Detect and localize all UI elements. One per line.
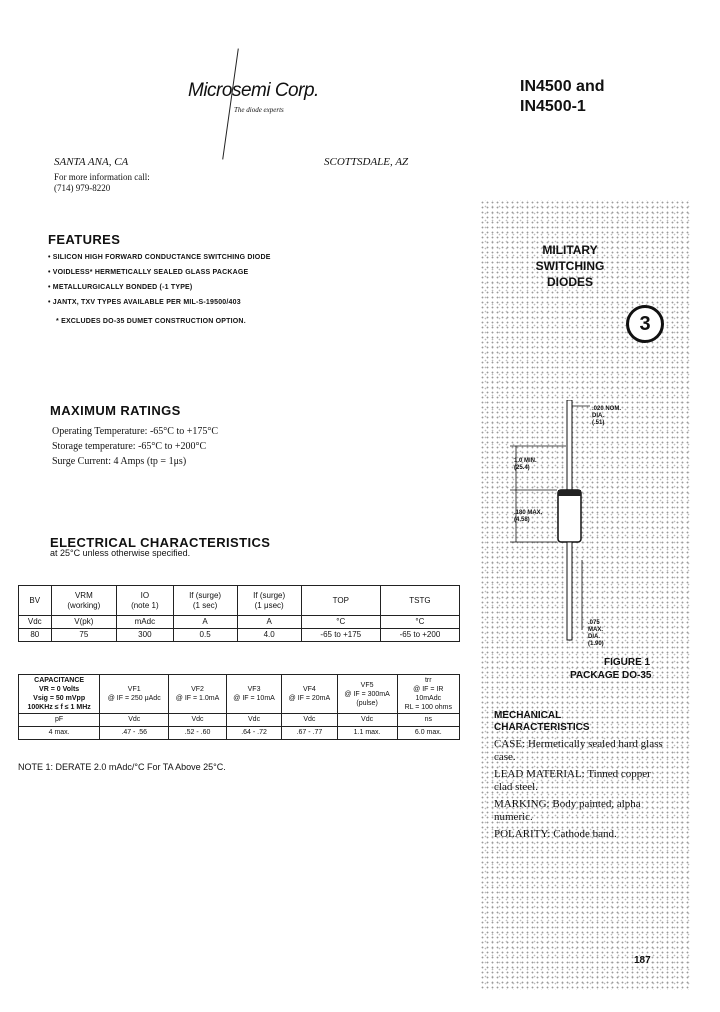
location-left: SANTA ANA, CA bbox=[54, 156, 129, 168]
feature-item: • VOIDLESS* HERMETICALLY SEALED GLASS PACKAGE bbox=[48, 269, 249, 276]
table-header-cell: If (surge) (1 μsec) bbox=[237, 586, 301, 616]
lead-top bbox=[567, 400, 572, 490]
table-header-row bbox=[19, 586, 460, 616]
mech-item-case: CASE: Hermetically sealed hard glass case. bbox=[494, 738, 663, 763]
dim-lead-length: 1.0 MIN. (25.4) bbox=[514, 458, 537, 471]
table-header-cell: TOP bbox=[301, 586, 380, 616]
part-number-line2: IN4500-1 bbox=[520, 98, 586, 115]
table-cell: .47 - .56 bbox=[100, 727, 169, 740]
rating-line: Storage temperature: -65°C to +200°C bbox=[52, 441, 207, 452]
sidebar-type-line1: MILITARY bbox=[542, 243, 598, 257]
table-header-cell: IO (note 1) bbox=[117, 586, 173, 616]
glass-body bbox=[558, 490, 581, 542]
table-cell: -65 to +175 bbox=[301, 629, 380, 642]
electrical-heading: ELECTRICAL CHARACTERISTICS bbox=[50, 535, 271, 550]
table-cell: 4 max. bbox=[19, 727, 100, 740]
dim-body-length: .180 MAX. (4.58) bbox=[514, 510, 543, 523]
table-cell: A bbox=[237, 616, 301, 629]
logo-slash bbox=[222, 48, 239, 159]
figure-title: FIGURE 1 bbox=[604, 657, 651, 668]
table-header-cell: VF4 @ IF = 20mA bbox=[282, 675, 337, 714]
table-header-cell: VF5 @ IF = 300mA (pulse) bbox=[337, 675, 397, 714]
table-cell: .52 - .60 bbox=[169, 727, 227, 740]
table-cell: .64 - .72 bbox=[226, 727, 281, 740]
table-cell: Vdc bbox=[100, 714, 169, 727]
table-header-cell: CAPACITANCE VR = 0 Volts Vsig = 50 mVpp 100KHz ≤ f ≤ 1 MHz bbox=[19, 675, 100, 714]
contact-info-label: For more information call: bbox=[54, 172, 150, 182]
cathode-band bbox=[558, 490, 581, 496]
table-cell: ns bbox=[397, 714, 459, 727]
table-cell: 300 bbox=[117, 629, 173, 642]
table-values-row bbox=[19, 727, 460, 740]
table-cell: Vdc bbox=[226, 714, 281, 727]
table-cell: mAdc bbox=[117, 616, 173, 629]
electrical-table-1 bbox=[18, 585, 460, 642]
table-cell: °C bbox=[301, 616, 380, 629]
table-units-row bbox=[19, 616, 460, 629]
max-ratings-heading: MAXIMUM RATINGS bbox=[50, 403, 181, 418]
electrical-subheading: at 25°C unless otherwise specified. bbox=[50, 548, 191, 558]
table-values-row bbox=[19, 629, 460, 642]
table-header-cell: VF3 @ IF = 10mA bbox=[226, 675, 281, 714]
table-cell: Vdc bbox=[19, 616, 52, 629]
table-cell: 80 bbox=[19, 629, 52, 642]
page-number: 187 bbox=[634, 955, 651, 966]
table-cell: .67 - .77 bbox=[282, 727, 337, 740]
sidebar-type-line3: DIODES bbox=[546, 275, 593, 289]
mech-item-marking: MARKING: Body painted, alpha numeric. bbox=[494, 798, 641, 823]
table-header-cell: VF2 @ IF = 1.0mA bbox=[169, 675, 227, 714]
features-heading: FEATURES bbox=[48, 232, 121, 247]
derating-note: NOTE 1: DERATE 2.0 mAdc/°C For TA Above 25°C. bbox=[18, 762, 226, 772]
electrical-table-2 bbox=[18, 674, 460, 740]
table-header-cell: TSTG bbox=[380, 586, 459, 616]
figure-subtitle: PACKAGE DO-35 bbox=[570, 670, 652, 681]
table-cell: Vdc bbox=[169, 714, 227, 727]
feature-item: • JANTX, TXV TYPES AVAILABLE PER MIL-S-19500/403 bbox=[48, 299, 241, 306]
table-header-cell: If (surge) (1 sec) bbox=[173, 586, 237, 616]
rating-line: Operating Temperature: -65°C to +175°C bbox=[52, 426, 219, 437]
feature-item: • METALLURGICALLY BONDED (-1 TYPE) bbox=[48, 284, 193, 291]
table-header-cell: VF1 @ IF = 250 μAdc bbox=[100, 675, 169, 714]
table-cell: 6.0 max. bbox=[397, 727, 459, 740]
contact-phone: (714) 979-8220 bbox=[54, 183, 111, 193]
table-cell: 75 bbox=[51, 629, 117, 642]
location-right: SCOTTSDALE, AZ bbox=[324, 156, 409, 168]
table-cell: 1.1 max. bbox=[337, 727, 397, 740]
table-cell: pF bbox=[19, 714, 100, 727]
sidebar-type-line2: SWITCHING bbox=[535, 259, 605, 273]
part-number-line1: IN4500 and bbox=[520, 78, 605, 95]
feature-item: • SILICON HIGH FORWARD CONDUCTANCE SWITCHING DIODE bbox=[48, 254, 271, 261]
mech-item-lead: LEAD MATERIAL: Tinned copper clad steel. bbox=[494, 768, 651, 793]
table-units-row bbox=[19, 714, 460, 727]
dim-body-dia: .075 MAX. DIA. (1.90) bbox=[588, 620, 604, 647]
feature-note: * EXCLUDES DO-35 DUMET CONSTRUCTION OPTION. bbox=[56, 318, 246, 325]
section-number-badge: 3 bbox=[626, 305, 664, 343]
table-cell: V(pk) bbox=[51, 616, 117, 629]
company-logo: Microsemi Corp. bbox=[188, 80, 319, 101]
table-cell: 0.5 bbox=[173, 629, 237, 642]
mech-heading-line1: MECHANICAL bbox=[494, 710, 562, 721]
rating-line: Surge Current: 4 Amps (tp = 1μs) bbox=[52, 456, 187, 467]
table-cell: °C bbox=[380, 616, 459, 629]
table-cell: Vdc bbox=[282, 714, 337, 727]
table-cell: Vdc bbox=[337, 714, 397, 727]
table-header-cell: BV bbox=[19, 586, 52, 616]
mech-item-polarity: POLARITY: Cathode band. bbox=[494, 828, 617, 840]
table-cell: A bbox=[173, 616, 237, 629]
mech-heading-line2: CHARACTERISTICS bbox=[494, 722, 590, 733]
company-tagline: The diode experts bbox=[234, 106, 284, 114]
table-header-row bbox=[19, 675, 460, 714]
table-cell: -65 to +200 bbox=[380, 629, 459, 642]
dim-lead-dia: .020 NOM. DIA. (.51) bbox=[592, 406, 622, 426]
table-header-cell: VRM (working) bbox=[51, 586, 117, 616]
lead-bottom bbox=[567, 542, 572, 640]
table-header-cell: trr @ IF = IR 10mAdc RL = 100 ohms bbox=[397, 675, 459, 714]
table-cell: 4.0 bbox=[237, 629, 301, 642]
